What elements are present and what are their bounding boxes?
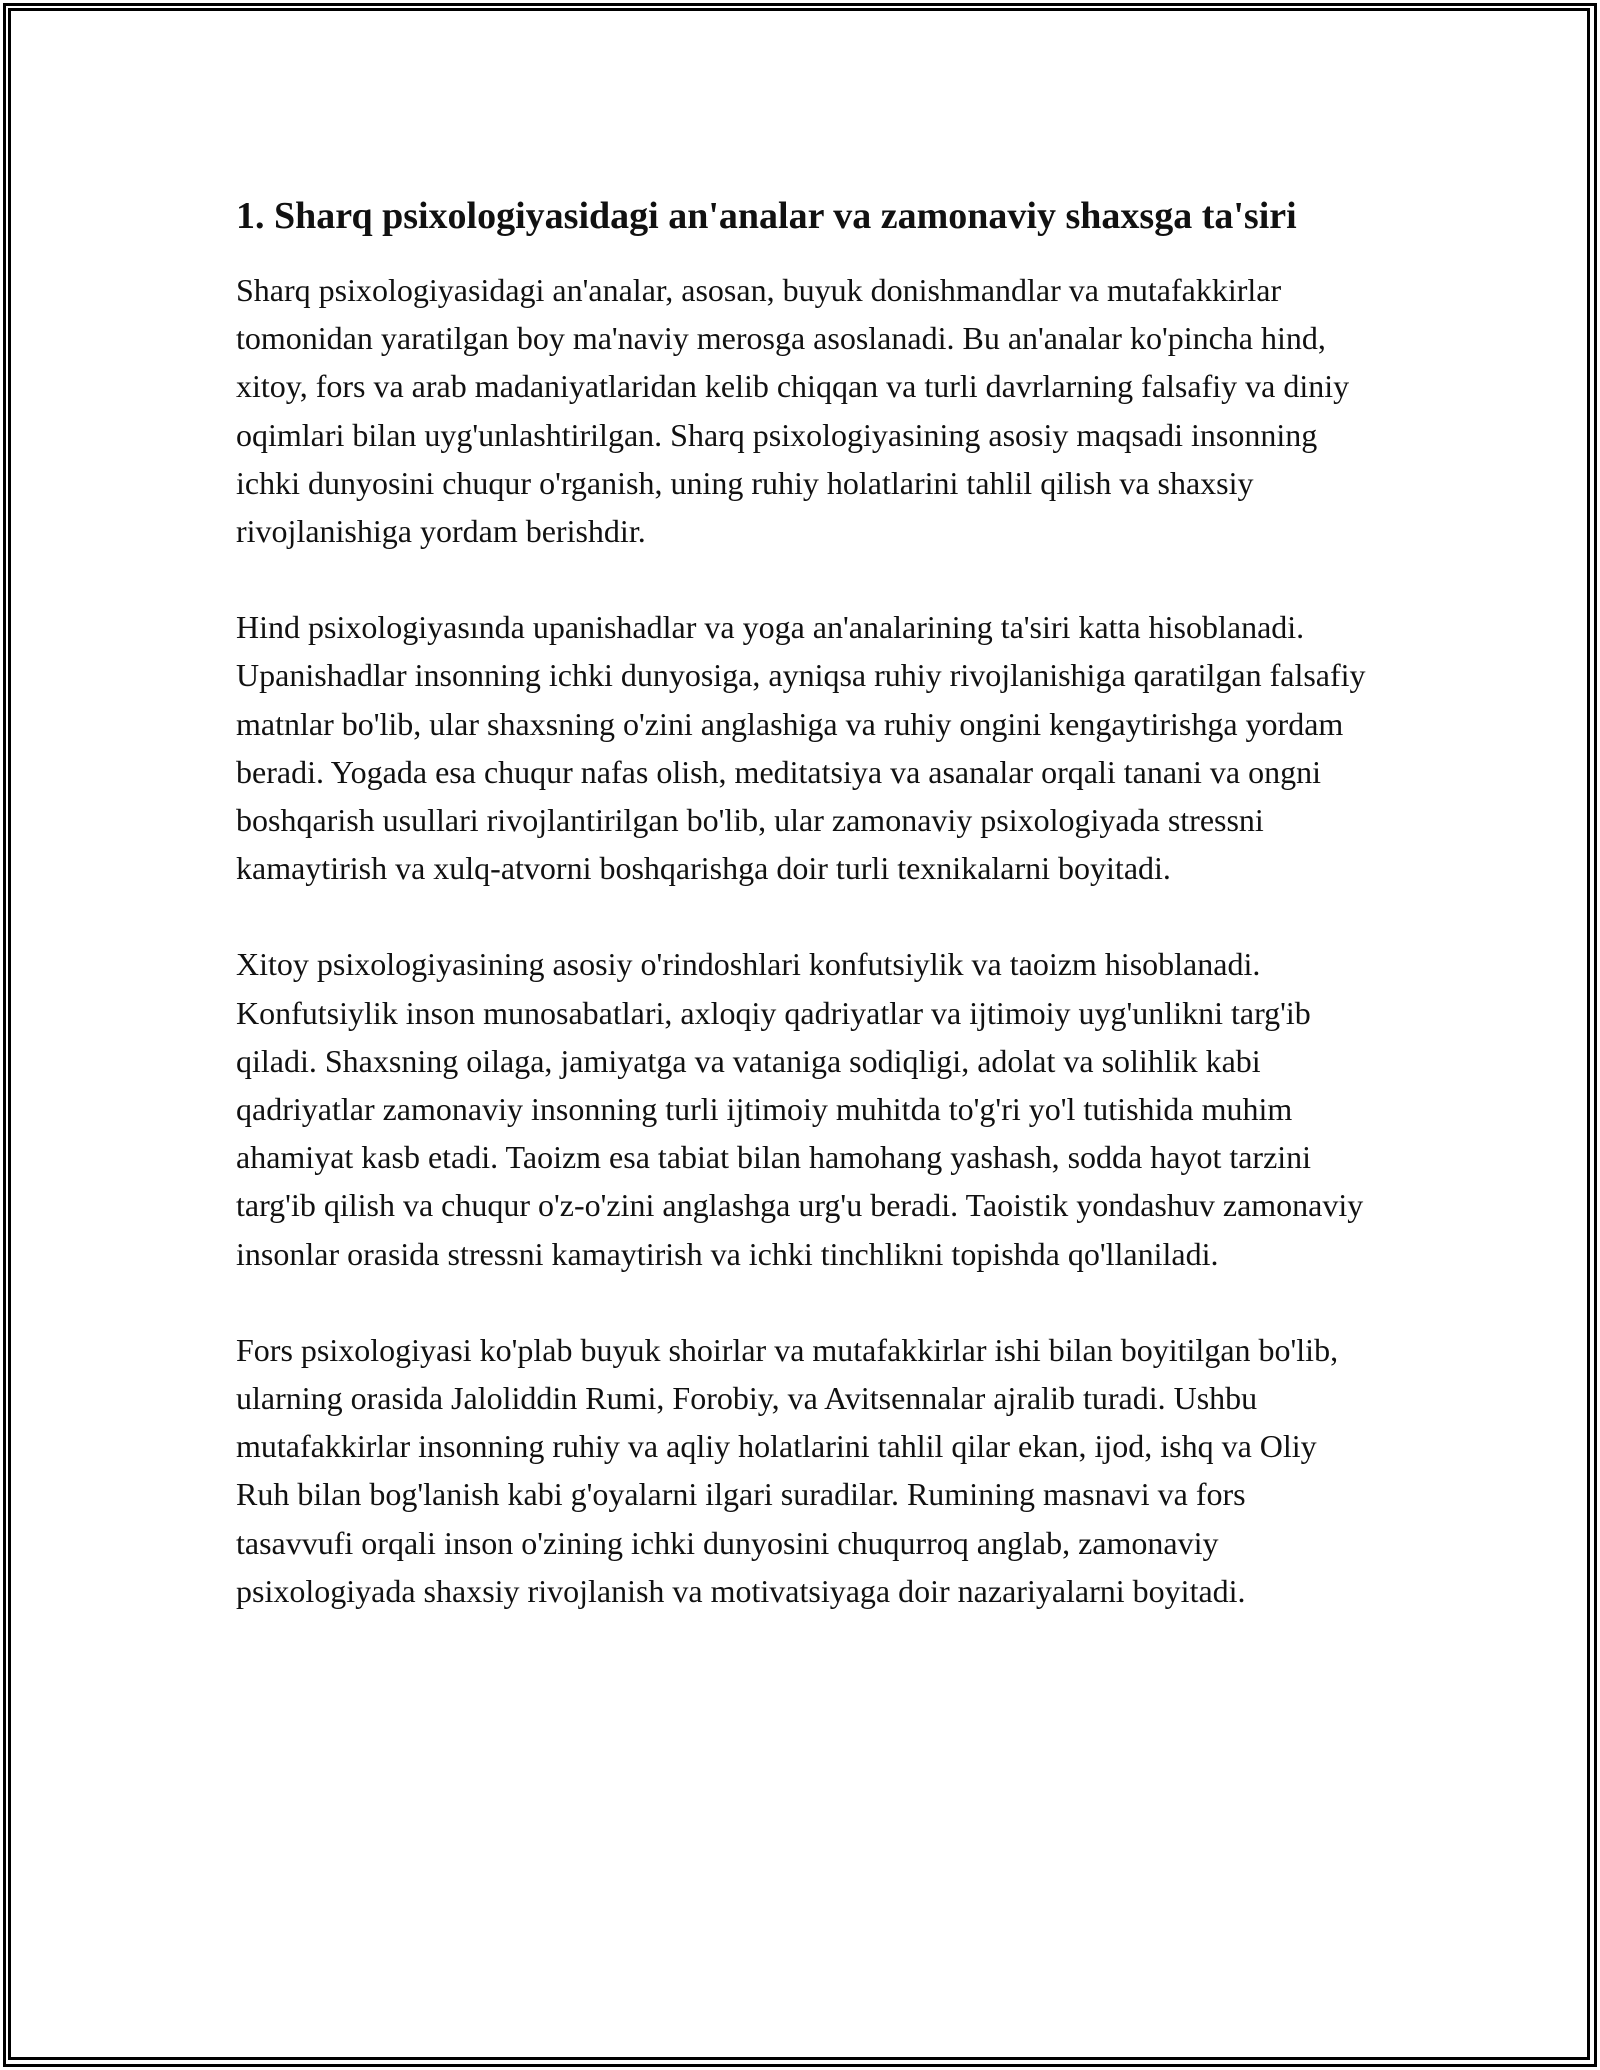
paragraph-chinese-psychology: Xitoy psixologiyasining asosiy o'rindoshlari konfutsiylik va taoizm hisoblanadi. Konfutsiylik inson munosabatlari, axloqiy qadriyatlar va ijtimoiy uyg'unlikni targ'ib qiladi. Shaxsning oilaga, jamiyatga va vataniga sodiqligi, adolat va solihlik kabi qadriyatlar zamonaviy insonning turli ijtimoiy muhitda to'g'ri yo'l tutishida muhim ahamiyat kasb etadi. Taoizm esa tabiat bilan hamohang yashash, sodda hayot tarzini targ'ib qilish va chuqur o'z-o'zini anglashga urg'u beradi. Taoistik yondashuv zamonaviy insonlar orasida stressni kamaytirish va ichki tinchlikni topishda qo'llaniladi. xyxy=(236,946,1364,1272)
paragraph-persian-psychology: Fors psixologiyasi ko'plab buyuk shoirlar va mutafakkirlar ishi bilan boyitilgan bo'lib, ularning orasida Jaloliddin Rumi, Forobiy, va Avitsennalar ajralib turadi. Ushbu mutafakkirlar insonning ruhiy va aqliy holatlarini tahlil qilar ekan, ijod, ishq va Oliy Ruh bilan bog'lanish kabi g'oyalarni ilgari suradilar. Rumining masnavi va fors tasavvufi orqali inson o'zining ichki dunyosini chuqurroq anglab, zamonaviy psixologiyada shaxsiy rivojlanish va motivatsiyaga doir nazariyalarni boyitadi. xyxy=(236,1331,1339,1609)
page-title: 1. Sharq psixologiyasidagi an'analar va zamonaviy shaxsga ta'siri xyxy=(236,195,1297,237)
paragraph-intro: Sharq psixologiyasidagi an'analar, asosan, buyuk donishmandlar va mutafakkirlar tomonidan yaratilgan boy ma'naviy merosga asoslanadi. Bu an'analar ko'pincha hind, xitoy, fors va arab madaniyatlaridan kelib chiqqan va turli davrlarning falsafiy va diniy oqimlari bilan uyg'unlashtirilgan. Sharq psixologiyasining asosiy maqsadi insonning ichki dunyosini chuqur o'rganish, uning ruhiy holatlarini tahlil qilish va shaxsiy rivojlanishiga yordam berishdir. xyxy=(236,272,1350,550)
paragraph-indian-psychology: Hind psixologiyasında upanishadlar va yoga an'analarining ta'siri katta hisoblanadi. Upanishadlar insonning ichki dunyosiga, ayniqsa ruhiy rivojlanishiga qaratilgan falsafiy matnlar bo'lib, ular shaxsning o'zini anglashiga va ruhiy ongini kengaytirishga yordam beradi. Yogada esa chuqur nafas olish, meditatsiya va asanalar orqali tanani va ongni boshqarish usullari rivojlantirilgan bo'lib, ular zamonaviy psixologiyada stressni kamaytirish va xulq-atvorni boshqarishga doir turli texnikalarni boyitadi. xyxy=(236,609,1366,887)
document-page xyxy=(236,188,1366,1663)
